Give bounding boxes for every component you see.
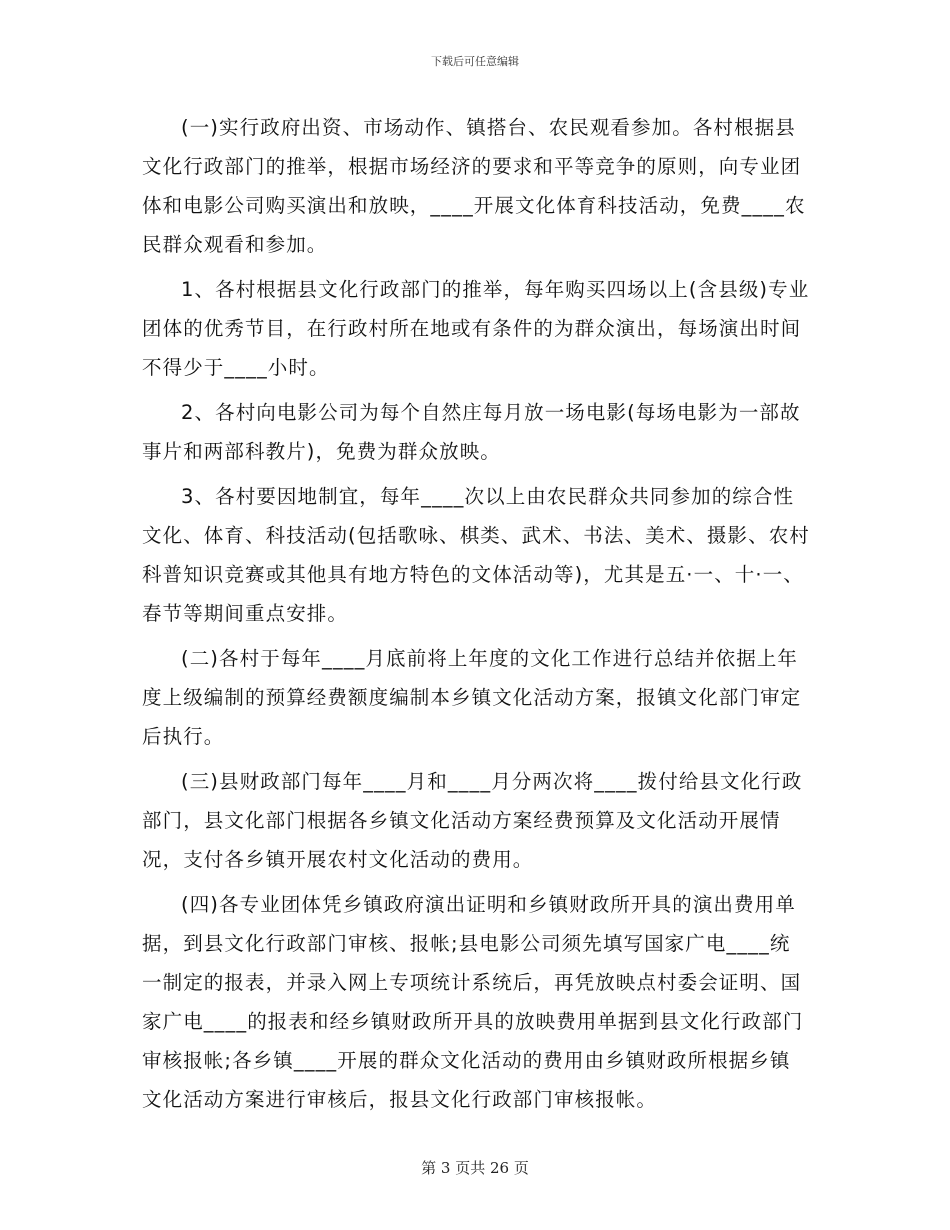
paragraph-3: 2、各村向电影公司为每个自然庄每月放一场电影(每场电影为一部故事片和两部科教片)，免费为群众放映。 <box>142 401 801 463</box>
page-header: 下载后可任意编辑 <box>431 55 519 68</box>
paragraph-5: (二)各村于每年____月底前将上年度的文化工作进行总结并依据上年度上级编制的预算经费额度编制本乡镇文化活动方案，报镇文化部门审定后执行。 <box>142 647 802 748</box>
document-body <box>142 108 810 1119</box>
paragraph-6: (三)县财政部门每年____月和____月分两次将____拨付给县文化行政部门，县文化部门根据各乡镇文化活动方案经费预算及文化活动开展情况，支付各乡镇开展农村文化活动的费用。 <box>142 770 803 871</box>
paragraph-2: 1、各村根据县文化行政部门的推举，每年购买四场以上(含县级)专业团体的优秀节目，在行政村所在地或有条件的为群众演出，每场演出时间不得少于____小时。 <box>142 278 810 379</box>
paragraph-1: (一)实行政府出资、市场动作、镇搭台、农民观看参加。各村根据县文化行政部门的推举，根据市场经济的要求和平等竞争的原则，向专业团体和电影公司购买演出和放映，____开展文化体育科技活动，免费____农民群众观看和参加。 <box>142 116 806 256</box>
page-footer: 第 3 页共 26 页 <box>421 1159 529 1177</box>
paragraph-4: 3、各村要因地制宜，每年____次以上由农民群众共同参加的综合性文化、体育、科技活动(包括歌咏、棋类、武术、书法、美术、摄影、农村科普知识竞赛或其他具有地方特色的文体活动等)，尤其是五·一、十·一、春节等期间重点安排。 <box>142 485 810 625</box>
paragraph-7: (四)各专业团体凭乡镇政府演出证明和乡镇财政所开具的演出费用单据，到县文化行政部门审核、报帐;县电影公司须先填写国家广电____统一制定的报表，并录入网上专项统计系统后，再凭放映点村委会证明、国家广电____的报表和经乡镇财政所开具的放映费用单据到县文化行政部门审核报帐;各乡镇____开展的群众文化活动的费用由乡镇财政所根据乡镇文化活动方案进行审核后，报县文化行政部门审核报帐。 <box>142 893 804 1111</box>
